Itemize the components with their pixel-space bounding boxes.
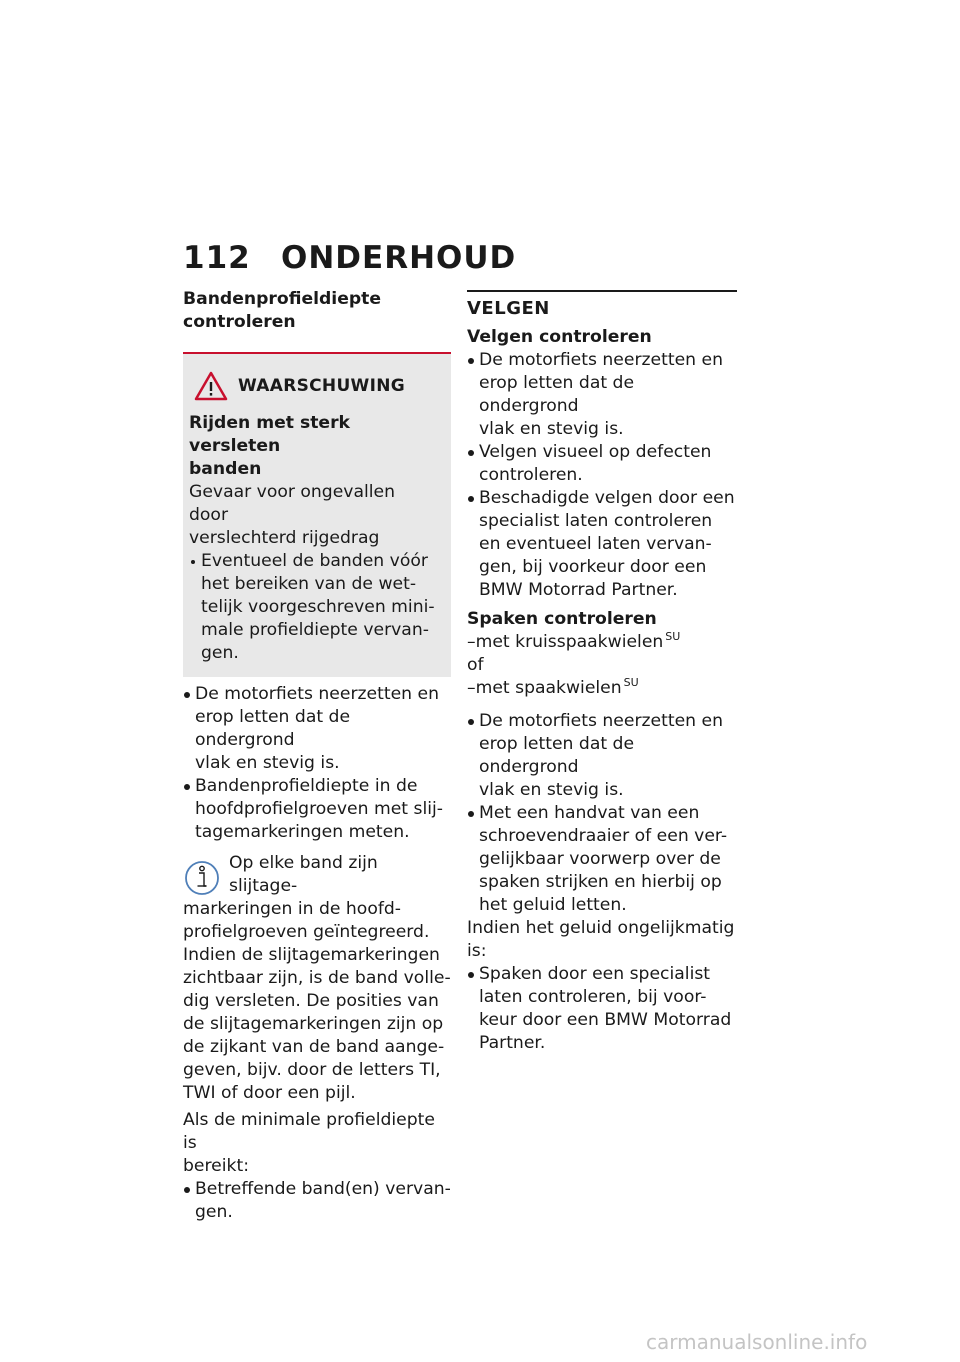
spoke-heading: Spaken controleren [467,609,657,629]
min-depth-text: Als de minimale profieldiepte is bereikt: [183,1110,435,1176]
warning-subtitle: Rijden met sterk versleten banden [189,413,350,479]
info-note: Op elke band zijn slijtage- markeringen in de hoofd- profielgroeven geïntegreerd. Indien de slijtagemarkeringen zichtbaar zijn, is de band volle- dig versleten. De posities van de slijtagemarkeringen zijn op de zijkant van de band aange- geven, bijv. door de letters TI, TWI of door een pijl. [183,853,451,1103]
list-item: Bandenprofieldiepte in de hoofdprofielgroeven met slij- tagemarkeringen meten. [183,775,451,844]
warning-triangle-icon [189,371,233,401]
left-column [183,288,451,1224]
list-item: Beschadigde velgen door een specialist laten controleren en eventueel laten vervan- gen, bij voorkeur door een BMW Motorrad Partner. [467,487,737,602]
spoke-variant: –met spaakwielen $^{SU}$ [467,676,639,698]
page-header [183,240,516,276]
list-item: Spaken door een specialist laten controleren, bij voor- keur door een BMW Motorrad Partner. [467,963,737,1055]
list-item: Met een handvat van een schroevendraaier of een ver- gelijkbaar voorwerp over de spaken strijken en hierbij op het geluid letten. [467,802,737,917]
warning-bullet: Eventueel de banden vóór het bereiken van de wet- telijk voorgeschreven mini- male profieldiepte vervan- gen. [189,550,439,665]
warning-box [183,354,451,677]
noise-text: Indien het geluid ongelijkmatig is: [467,918,735,961]
section-title: VELGEN [467,298,550,319]
watermark: carmanualsonline.info [646,1330,868,1354]
warning-text: Gevaar voor ongevallen door verslechterd rijgedrag [189,482,396,548]
page-number: 112 [183,240,251,276]
section-rule [467,290,737,292]
warning-title: WAARSCHUWING [238,376,406,396]
tread-depth-heading: Bandenprofieldiepte controleren [183,289,382,332]
list-item: De motorfiets neerzetten en erop letten dat de ondergrond vlak en stevig is. [183,683,451,775]
list-item: Betreffende band(en) vervan- gen. [183,1178,451,1224]
spoke-or: of [467,655,484,675]
list-item: De motorfiets neerzetten en erop letten dat de ondergrond vlak en stevig is. [467,710,737,802]
right-column [467,290,737,1055]
chapter-title: ONDERHOUD [281,240,517,276]
info-icon [183,854,225,898]
rim-heading: Velgen controleren [467,327,652,347]
spoke-variant: –met kruisspaakwielen $^{SU}$ [467,630,681,652]
list-item: De motorfiets neerzetten en erop letten dat de ondergrond vlak en stevig is. [467,349,737,441]
list-item: Velgen visueel op defecten controleren. [467,441,737,487]
